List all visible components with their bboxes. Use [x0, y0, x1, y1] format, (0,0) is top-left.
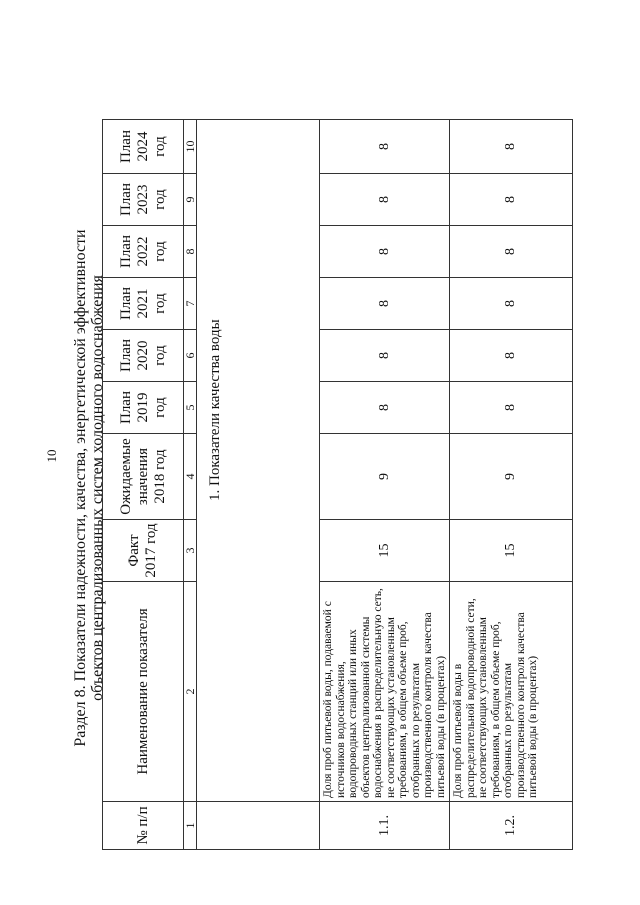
index-cell: 10: [184, 120, 197, 174]
page-number: 10: [44, 449, 59, 463]
value-cell: 8: [320, 226, 450, 278]
value-cell: 8: [450, 174, 573, 226]
value-cell: 8: [450, 382, 573, 434]
header-cell: Наименование показателя: [103, 582, 184, 802]
section-title: 1. Показатели качества воды: [197, 120, 320, 802]
row-number: 1.1.: [320, 802, 450, 850]
row-number: 1.2.: [450, 802, 573, 850]
section-spacer-cell: [197, 802, 320, 850]
value-cell: 9: [450, 434, 573, 520]
heading-line-2: объектов централизованных систем холодного водоснабжения: [89, 275, 106, 701]
index-cell: 6: [184, 330, 197, 382]
value-cell: 8: [320, 174, 450, 226]
section-heading: [72, 78, 106, 898]
value-cell: 15: [320, 520, 450, 582]
header-cell: Ожидаемые значения 2018 год: [103, 434, 184, 520]
value-cell: 8: [450, 278, 573, 330]
value-cell: 8: [450, 330, 573, 382]
indicator-name: Доля проб питьевой воды в распределительной водопроводной сети, не соответствующих установленным требованиям, в общем объеме проб, отобранных по результатам производственного контроля качества питьевой воды (в процентах): [450, 582, 573, 802]
indicator-name: Доля проб питьевой воды, подаваемой с источников водоснабжения, водопроводных станций или иных объектов централизованной системы водоснабжения в распределительную сеть, не соответствующих установленным требованиям, в общем объеме проб, отобранных по результатам производственного контроля качества питьевой воды (в процентах): [320, 582, 450, 802]
header-cell: № п/п: [103, 802, 184, 850]
index-cell: 3: [184, 520, 197, 582]
header-cell: Факт 2017 год: [103, 520, 184, 582]
column-index-row: [184, 120, 197, 850]
heading-line-1: Раздел 8. Показатели надежности, качества, энергетической эффективности: [72, 229, 89, 747]
header-cell: План 2023 год: [103, 174, 184, 226]
index-cell: 5: [184, 382, 197, 434]
rotated-page-content: [10, 78, 550, 898]
header-cell: План 2020 год: [103, 330, 184, 382]
value-cell: 15: [450, 520, 573, 582]
table-row: [450, 120, 573, 850]
value-cell: 8: [320, 120, 450, 174]
index-cell: 2: [184, 582, 197, 802]
value-cell: 9: [320, 434, 450, 520]
index-cell: 8: [184, 226, 197, 278]
value-cell: 8: [320, 382, 450, 434]
header-cell: План 2024 год: [103, 120, 184, 174]
index-cell: 9: [184, 174, 197, 226]
index-cell: 7: [184, 278, 197, 330]
value-cell: 8: [320, 330, 450, 382]
table-row: [320, 120, 450, 850]
header-cell: План 2022 год: [103, 226, 184, 278]
value-cell: 8: [450, 120, 573, 174]
header-cell: План 2021 год: [103, 278, 184, 330]
index-cell: 1: [184, 802, 197, 850]
section-row: [197, 120, 320, 850]
indicators-table: [102, 119, 573, 850]
header-row: [103, 120, 184, 850]
index-cell: 4: [184, 434, 197, 520]
value-cell: 8: [320, 278, 450, 330]
value-cell: 8: [450, 226, 573, 278]
header-cell: План 2019 год: [103, 382, 184, 434]
